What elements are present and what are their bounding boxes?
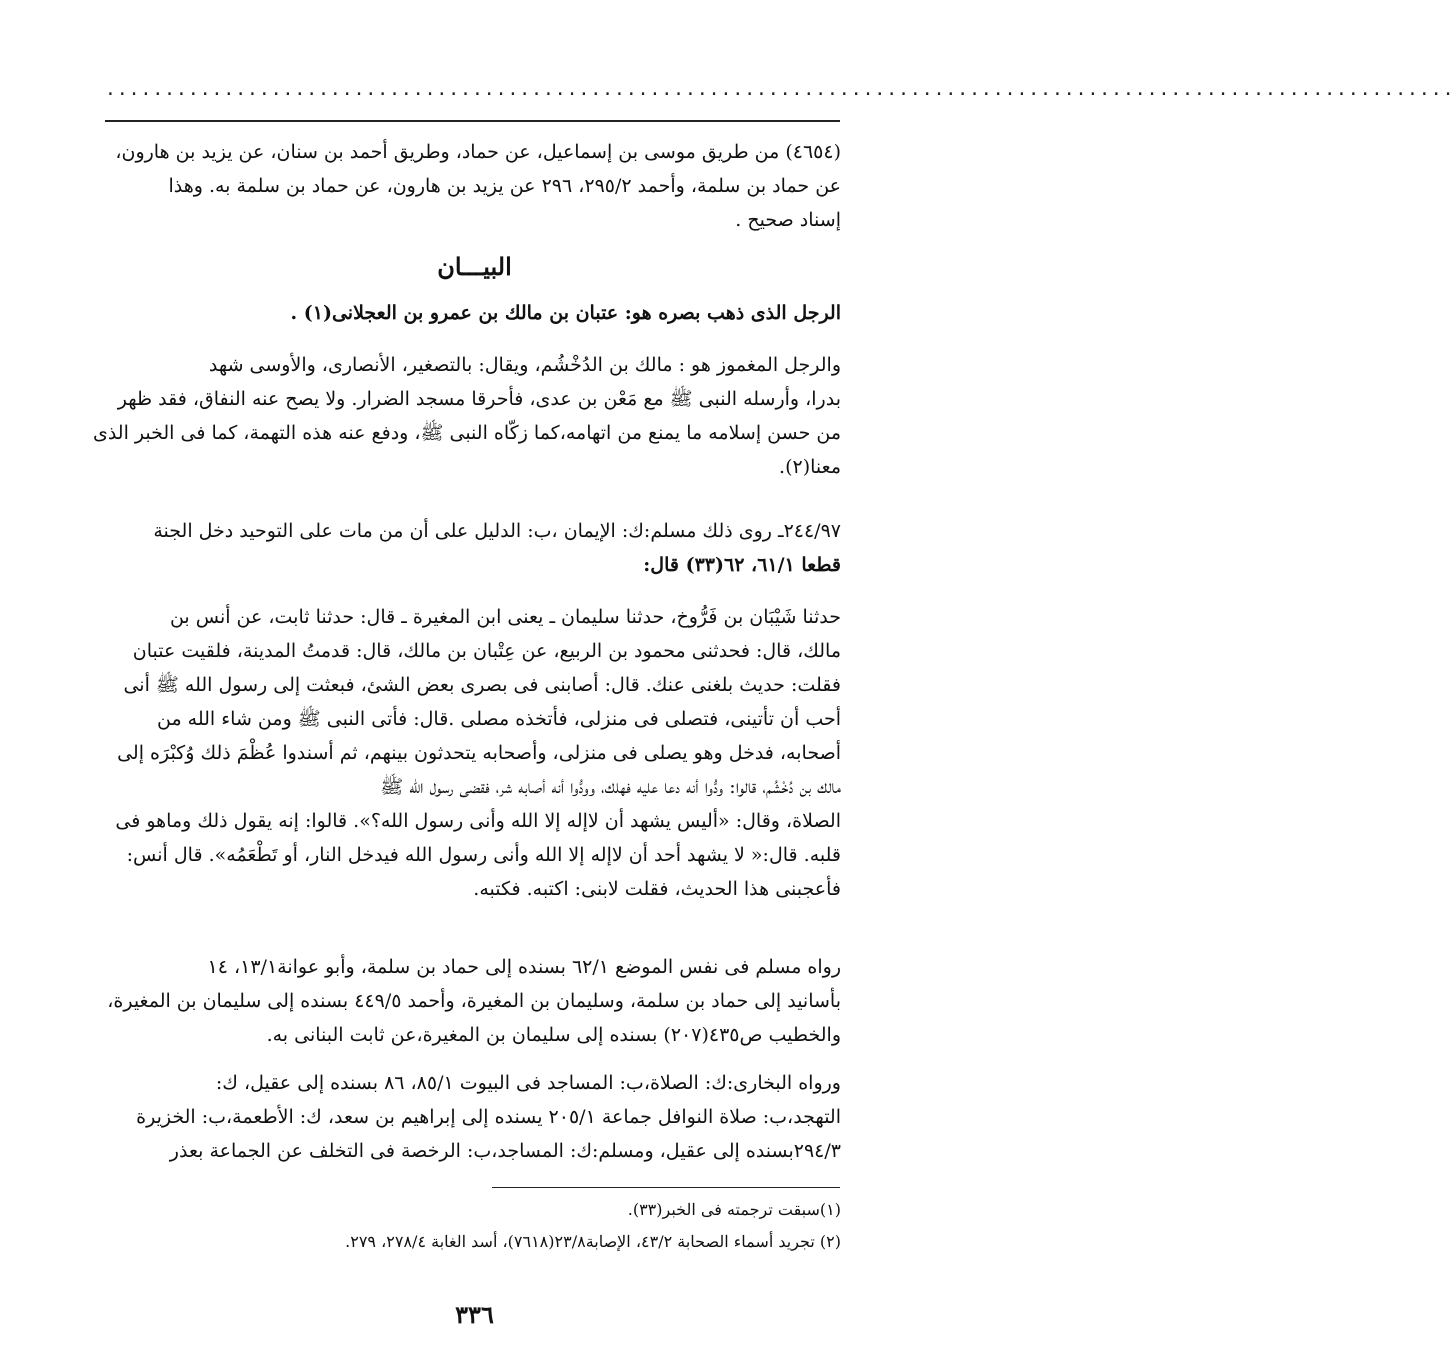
bukhari-line: ٢٩٤/٣بسنده إلى عقيل، ومسلم:ك: المساجد،ب: الرخصة فى التخلف عن الجماعة بعذر [169,1140,841,1162]
bayan-paragraph [92,348,841,484]
hadith-header [106,514,841,582]
footnote-rule [492,1187,840,1188]
top-rule [105,120,840,122]
bayan-line: الرجل الذى ذهب بصره هو: عتبان بن مالك بن عمرو بن العجلانى(١) . [290,302,841,324]
takhrij-line: والخطيب ص٤٣٥(٢٠٧) بسنده إلى سليمان بن المغيرة،عن ثابت البنانى به. [266,1024,841,1046]
bukhari-paragraph [106,1066,841,1168]
intro-line: إسناد صحيح . [735,209,841,231]
intro-line: عن حماد بن سلمة، وأحمد ٢٩٥/٢، ٢٩٦ عن يزيد بن هارون، عن حماد بن سلمة به. وهذا [168,175,841,197]
hadith-text [106,600,841,906]
takhrij-paragraph [106,950,841,1052]
bayan-line: بدرا، وأرسله النبى ﷺ مع مَعْن بن عدى، فأحرقا مسجد الضرار. ولا يصح عنه النفاق، فقد ظهر [117,388,841,410]
bukhari-line: ورواه البخارى:ك: الصلاة،ب: المساجد فى البيوت ٨٥/١، ٨٦ بسنده إلى عقيل، ك: [215,1072,841,1094]
hadith-line: فقلت: حديث بلغنى عنك. قال: أصابنى فى بصرى بعض الشئ، فبعثت إلى رسول الله ﷺ أنى [123,674,841,696]
hadith-line: أحب أن تأتينى، فتصلى فى منزلى، فأتخذه مصلى .قال: فأتى النبى ﷺ ومن شاء الله من [156,708,841,730]
footnote-1: (١)سبقت ترجمته فى الخبر(٣٣). [627,1200,841,1219]
bayan-heading: البيـــان [437,252,512,281]
intro-paragraph [106,135,841,237]
separator-dots: .................................................................................................................. [105,79,1454,100]
bayan-first-line [106,296,841,330]
bayan-line: والرجل المغموز هو : مالك بن الدُخْشُم، ويقال: بالتصغير، الأنصارى، والأوسى شهد [208,354,841,376]
takhrij-line: بأسانيد إلى حماد بن سلمة، وسليمان بن المغيرة، وأحمد ٤٤٩/٥ بسنده إلى سليمان بن المغيرة، [107,990,841,1012]
hadith-header-line: ٢٤٤/٩٧ـ روى ذلك مسلم:ك: الإيمان ،ب: الدليل على أن من مات على التوحيد دخل الجنة [153,520,841,542]
hadith-line: أصحابه، فدخل وهو يصلى فى منزلى، وأصحابه يتحدثون بينهم، ثم أسندوا عُظْمَ ذلك وُكبْرَه إلى [117,742,841,764]
hadith-line: قلبه. قال:« لا يشهد أحد أن لاإله إلا الله وأنى رسول الله فيدخل النار، أو تَطْعَمُه». قال أنس: [126,844,841,866]
takhrij-line: رواه مسلم فى نفس الموضع ٦٢/١ بسنده إلى حماد بن سلمة، وأبو عوانة١٣/١، ١٤ [207,956,841,978]
bayan-line: معنا(٢). [779,456,841,478]
intro-line: (٤٦٥٤) من طريق موسى بن إسماعيل، عن حماد، وطريق أحمد بن سنان، عن يزيد بن هارون، [115,141,841,163]
hadith-header-line: قطعا ٦١/١، ٦٢(٣٣) قال: [643,554,841,576]
hadith-line: فأعجبنى هذا الحديث، فقلت لابنى: اكتبه. فكتبه. [473,878,841,900]
hadith-line: حدثنا شَيْبَان بن فَرُّوخ، حدثنا سليمان ـ يعنى ابن المغيرة ـ قال: حدثنا ثابت، عن أنس بن [169,606,841,628]
hadith-line: الصلاة، وقال: «أليس يشهد أن لاإله إلا الله وأنى رسول الله؟». قالوا: إنه يقول ذلك وماهو فى [115,810,841,832]
bukhari-line: التهجد،ب: صلاة النوافل جماعة ٢٠٥/١ يسنده إلى إبراهيم بن سعد، ك: الأطعمة،ب: الخزيرة [136,1106,841,1128]
bayan-line: من حسن إسلامه ما يمنع من اتهامه،كما زكّاه النبى ﷺ، ودفع عنه هذه التهمة، كما فى الخبر الذى [92,422,841,444]
page-number: ٣٣٦ [455,1300,494,1329]
hadith-line: مالك، قال: فحدثنى محمود بن الربيع، عن عِتْبان بن مالك، قال: قدمتُ المدينة، فلقيت عتبان [132,640,841,662]
footnote-2: (٢) تجريد أسماء الصحابة ٤٣/٢، الإصابة٢٣/٨(٧٦١٨)، أسد الغابة ٢٧٨/٤، ٢٧٩. [345,1232,841,1251]
hadith-line: مالك بن دُخْشُم، قالوا: ودُّوا أنه دعا عليه فهلك، وودُّوا أنه أصابه شر، فقضى رسول الله ﷺ [380,776,841,798]
